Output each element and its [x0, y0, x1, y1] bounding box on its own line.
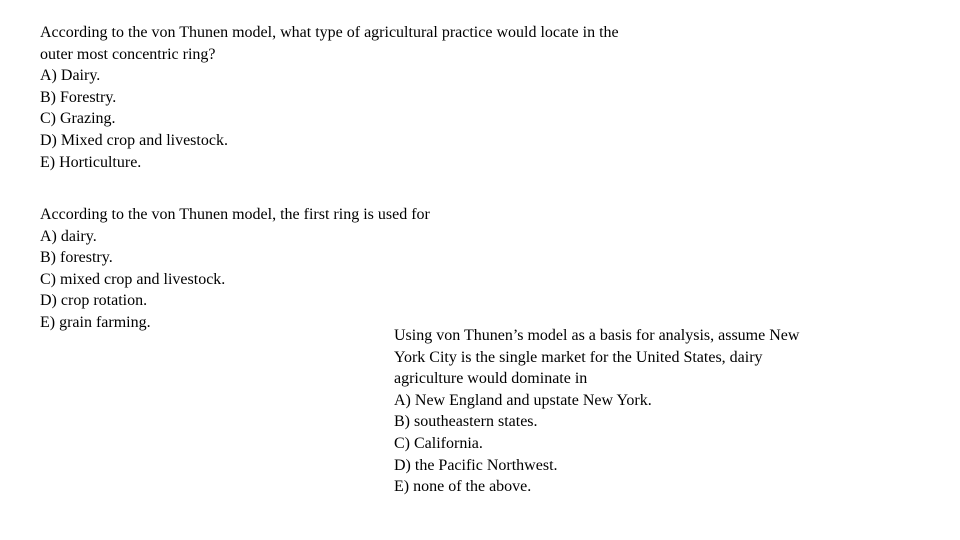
question-2-option-c: C) mixed crop and livestock.: [40, 270, 226, 288]
question-3-option-b: B) southeastern states.: [394, 413, 538, 431]
question-2-option-b: B) forestry.: [40, 249, 113, 267]
question-2-option-e: E) grain farming.: [40, 313, 151, 331]
question-3-option-e: E) none of the above.: [394, 478, 532, 496]
question-1: [40, 22, 720, 173]
question-3-stem-line-1: Using von Thunen’s model as a basis for analysis, assume New: [394, 327, 800, 344]
question-3: [394, 325, 864, 498]
question-1-option-d: D) Mixed crop and livestock.: [40, 131, 228, 149]
question-1-stem-line-1: According to the von Thunen model, what type of agricultural practice would locate in the: [40, 24, 619, 41]
question-2-option-a: A) dairy.: [40, 227, 97, 245]
question-1-option-a: A) Dairy.: [40, 67, 101, 85]
question-1-stem-line-2: outer most concentric ring?: [40, 45, 216, 63]
question-2: [40, 204, 520, 334]
question-1-option-e: E) Horticulture.: [40, 153, 142, 171]
question-3-option-c: C) California.: [394, 434, 483, 452]
question-2-option-d: D) crop rotation.: [40, 292, 148, 310]
question-3-option-d: D) the Pacific Northwest.: [394, 456, 558, 474]
question-3-option-a: A) New England and upstate New York.: [394, 391, 652, 409]
question-1-option-c: C) Grazing.: [40, 110, 116, 128]
question-3-stem-line-2: York City is the single market for the United States, dairy: [394, 348, 763, 366]
question-1-option-b: B) Forestry.: [40, 88, 117, 106]
question-3-stem-line-3: agriculture would dominate in: [394, 370, 588, 388]
question-2-stem-line-1: According to the von Thunen model, the first ring is used for: [40, 206, 430, 223]
